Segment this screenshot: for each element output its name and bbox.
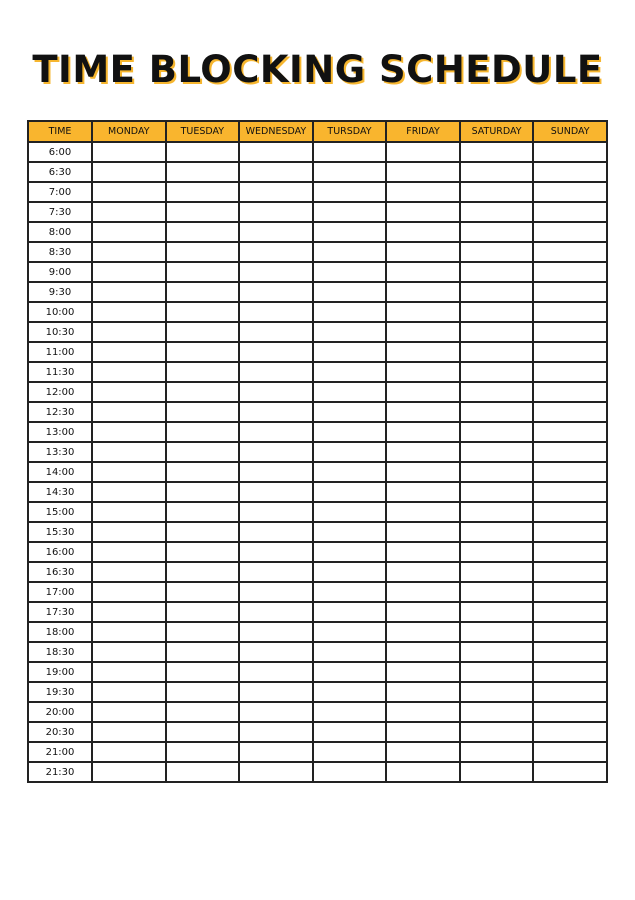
schedule-cell-saturday[interactable] bbox=[460, 642, 534, 662]
schedule-cell-tuesday[interactable] bbox=[166, 522, 240, 542]
schedule-cell-sunday[interactable] bbox=[533, 442, 607, 462]
schedule-cell-friday[interactable] bbox=[386, 362, 460, 382]
schedule-cell-tursday[interactable] bbox=[313, 222, 387, 242]
schedule-cell-tursday[interactable] bbox=[313, 662, 387, 682]
schedule-cell-wednesday[interactable] bbox=[239, 402, 313, 422]
schedule-cell-sunday[interactable] bbox=[533, 522, 607, 542]
schedule-cell-sunday[interactable] bbox=[533, 482, 607, 502]
schedule-cell-sunday[interactable] bbox=[533, 662, 607, 682]
schedule-cell-saturday[interactable] bbox=[460, 542, 534, 562]
time-cell: 18:30 bbox=[28, 642, 92, 662]
schedule-cell-sunday[interactable] bbox=[533, 322, 607, 342]
schedule-cell-tuesday[interactable] bbox=[166, 142, 240, 162]
schedule-cell-wednesday[interactable] bbox=[239, 462, 313, 482]
schedule-cell-wednesday[interactable] bbox=[239, 702, 313, 722]
schedule-cell-monday[interactable] bbox=[92, 542, 166, 562]
schedule-cell-tursday[interactable] bbox=[313, 602, 387, 622]
time-cell: 19:00 bbox=[28, 662, 92, 682]
schedule-cell-wednesday[interactable] bbox=[239, 762, 313, 782]
schedule-cell-saturday[interactable] bbox=[460, 342, 534, 362]
schedule-cell-monday[interactable] bbox=[92, 682, 166, 702]
time-cell: 20:00 bbox=[28, 702, 92, 722]
schedule-cell-tursday[interactable] bbox=[313, 302, 387, 322]
schedule-cell-tursday[interactable] bbox=[313, 642, 387, 662]
schedule-cell-tuesday[interactable] bbox=[166, 202, 240, 222]
time-cell: 16:30 bbox=[28, 562, 92, 582]
table-row bbox=[28, 702, 607, 722]
page-title: TIME BLOCKING SCHEDULE bbox=[32, 48, 603, 91]
schedule-cell-friday[interactable] bbox=[386, 162, 460, 182]
schedule-cell-sunday[interactable] bbox=[533, 462, 607, 482]
time-cell: 19:30 bbox=[28, 682, 92, 702]
schedule-cell-sunday[interactable] bbox=[533, 722, 607, 742]
schedule-cell-tuesday[interactable] bbox=[166, 622, 240, 642]
schedule-cell-wednesday[interactable] bbox=[239, 602, 313, 622]
schedule-cell-friday[interactable] bbox=[386, 762, 460, 782]
time-cell: 21:00 bbox=[28, 742, 92, 762]
schedule-cell-saturday[interactable] bbox=[460, 142, 534, 162]
time-cell: 20:30 bbox=[28, 722, 92, 742]
time-cell: 12:00 bbox=[28, 382, 92, 402]
table-row bbox=[28, 402, 607, 422]
schedule-cell-tuesday[interactable] bbox=[166, 702, 240, 722]
table-row bbox=[28, 502, 607, 522]
time-cell: 10:30 bbox=[28, 322, 92, 342]
schedule-cell-friday[interactable] bbox=[386, 462, 460, 482]
column-header-monday: MONDAY bbox=[92, 121, 166, 142]
table-row bbox=[28, 162, 607, 182]
schedule-cell-tuesday[interactable] bbox=[166, 242, 240, 262]
time-cell: 14:30 bbox=[28, 482, 92, 502]
schedule-cell-monday[interactable] bbox=[92, 162, 166, 182]
schedule-cell-tuesday[interactable] bbox=[166, 602, 240, 622]
time-cell: 7:30 bbox=[28, 202, 92, 222]
schedule-cell-tursday[interactable] bbox=[313, 402, 387, 422]
schedule-cell-wednesday[interactable] bbox=[239, 622, 313, 642]
schedule-cell-tuesday[interactable] bbox=[166, 222, 240, 242]
schedule-cell-monday[interactable] bbox=[92, 342, 166, 362]
schedule-cell-wednesday[interactable] bbox=[239, 562, 313, 582]
schedule-cell-saturday[interactable] bbox=[460, 202, 534, 222]
schedule-cell-wednesday[interactable] bbox=[239, 202, 313, 222]
schedule-cell-monday[interactable] bbox=[92, 242, 166, 262]
schedule-cell-wednesday[interactable] bbox=[239, 382, 313, 402]
schedule-cell-tursday[interactable] bbox=[313, 162, 387, 182]
schedule-cell-saturday[interactable] bbox=[460, 722, 534, 742]
table-row bbox=[28, 362, 607, 382]
table-row bbox=[28, 722, 607, 742]
time-cell: 9:00 bbox=[28, 262, 92, 282]
schedule-cell-wednesday[interactable] bbox=[239, 642, 313, 662]
schedule-cell-sunday[interactable] bbox=[533, 642, 607, 662]
schedule-cell-friday[interactable] bbox=[386, 382, 460, 402]
schedule-cell-tursday[interactable] bbox=[313, 322, 387, 342]
schedule-cell-saturday[interactable] bbox=[460, 282, 534, 302]
schedule-cell-friday[interactable] bbox=[386, 282, 460, 302]
table-row bbox=[28, 562, 607, 582]
schedule-cell-tuesday[interactable] bbox=[166, 382, 240, 402]
table-row bbox=[28, 242, 607, 262]
schedule-cell-saturday[interactable] bbox=[460, 702, 534, 722]
schedule-cell-saturday[interactable] bbox=[460, 422, 534, 442]
schedule-cell-saturday[interactable] bbox=[460, 582, 534, 602]
schedule-cell-tuesday[interactable] bbox=[166, 442, 240, 462]
schedule-cell-wednesday[interactable] bbox=[239, 162, 313, 182]
schedule-cell-saturday[interactable] bbox=[460, 402, 534, 422]
schedule-cell-saturday[interactable] bbox=[460, 762, 534, 782]
schedule-cell-monday[interactable] bbox=[92, 702, 166, 722]
table-row bbox=[28, 602, 607, 622]
schedule-cell-tursday[interactable] bbox=[313, 422, 387, 442]
schedule-cell-friday[interactable] bbox=[386, 562, 460, 582]
schedule-cell-tursday[interactable] bbox=[313, 542, 387, 562]
schedule-cell-tuesday[interactable] bbox=[166, 362, 240, 382]
table-row bbox=[28, 382, 607, 402]
column-header-saturday: SATURDAY bbox=[460, 121, 534, 142]
schedule-cell-tursday[interactable] bbox=[313, 522, 387, 542]
schedule-cell-saturday[interactable] bbox=[460, 262, 534, 282]
schedule-cell-saturday[interactable] bbox=[460, 562, 534, 582]
schedule-cell-monday[interactable] bbox=[92, 442, 166, 462]
schedule-cell-saturday[interactable] bbox=[460, 742, 534, 762]
table-row bbox=[28, 482, 607, 502]
schedule-cell-monday[interactable] bbox=[92, 762, 166, 782]
schedule-cell-tursday[interactable] bbox=[313, 202, 387, 222]
schedule-cell-saturday[interactable] bbox=[460, 502, 534, 522]
schedule-cell-friday[interactable] bbox=[386, 522, 460, 542]
schedule-cell-tursday[interactable] bbox=[313, 182, 387, 202]
header-row bbox=[28, 121, 607, 142]
schedule-cell-saturday[interactable] bbox=[460, 302, 534, 322]
schedule-cell-wednesday[interactable] bbox=[239, 442, 313, 462]
schedule-cell-monday[interactable] bbox=[92, 462, 166, 482]
schedule-cell-wednesday[interactable] bbox=[239, 742, 313, 762]
schedule-cell-tursday[interactable] bbox=[313, 242, 387, 262]
schedule-cell-sunday[interactable] bbox=[533, 702, 607, 722]
time-cell: 16:00 bbox=[28, 542, 92, 562]
schedule-cell-saturday[interactable] bbox=[460, 602, 534, 622]
schedule-cell-tursday[interactable] bbox=[313, 482, 387, 502]
schedule-cell-wednesday[interactable] bbox=[239, 322, 313, 342]
column-header-tursday: TURSDAY bbox=[313, 121, 387, 142]
schedule-cell-friday[interactable] bbox=[386, 422, 460, 442]
time-cell: 15:30 bbox=[28, 522, 92, 542]
table-row bbox=[28, 202, 607, 222]
schedule-cell-friday[interactable] bbox=[386, 342, 460, 362]
schedule-cell-sunday[interactable] bbox=[533, 162, 607, 182]
schedule-cell-saturday[interactable] bbox=[460, 682, 534, 702]
schedule-cell-sunday[interactable] bbox=[533, 562, 607, 582]
table-row bbox=[28, 342, 607, 362]
schedule-cell-saturday[interactable] bbox=[460, 382, 534, 402]
schedule-cell-tuesday[interactable] bbox=[166, 682, 240, 702]
schedule-cell-sunday[interactable] bbox=[533, 602, 607, 622]
schedule-cell-sunday[interactable] bbox=[533, 362, 607, 382]
time-cell: 10:00 bbox=[28, 302, 92, 322]
schedule-cell-monday[interactable] bbox=[92, 582, 166, 602]
schedule-cell-wednesday[interactable] bbox=[239, 142, 313, 162]
schedule-cell-wednesday[interactable] bbox=[239, 222, 313, 242]
schedule-cell-friday[interactable] bbox=[386, 722, 460, 742]
table-row bbox=[28, 142, 607, 162]
schedule-cell-wednesday[interactable] bbox=[239, 282, 313, 302]
schedule-cell-saturday[interactable] bbox=[460, 322, 534, 342]
schedule-cell-monday[interactable] bbox=[92, 502, 166, 522]
schedule-cell-tuesday[interactable] bbox=[166, 502, 240, 522]
schedule-cell-wednesday[interactable] bbox=[239, 682, 313, 702]
schedule-cell-tuesday[interactable] bbox=[166, 182, 240, 202]
schedule-cell-sunday[interactable] bbox=[533, 182, 607, 202]
schedule-cell-sunday[interactable] bbox=[533, 502, 607, 522]
schedule-cell-saturday[interactable] bbox=[460, 162, 534, 182]
schedule-cell-friday[interactable] bbox=[386, 442, 460, 462]
schedule-cell-friday[interactable] bbox=[386, 582, 460, 602]
schedule-cell-friday[interactable] bbox=[386, 262, 460, 282]
schedule-cell-tuesday[interactable] bbox=[166, 642, 240, 662]
schedule-cell-friday[interactable] bbox=[386, 222, 460, 242]
time-cell: 6:30 bbox=[28, 162, 92, 182]
time-cell: 17:30 bbox=[28, 602, 92, 622]
schedule-cell-saturday[interactable] bbox=[460, 182, 534, 202]
schedule-cell-wednesday[interactable] bbox=[239, 182, 313, 202]
schedule-cell-tuesday[interactable] bbox=[166, 582, 240, 602]
table-row bbox=[28, 262, 607, 282]
time-cell: 15:00 bbox=[28, 502, 92, 522]
schedule-cell-friday[interactable] bbox=[386, 542, 460, 562]
time-cell: 7:00 bbox=[28, 182, 92, 202]
table-row bbox=[28, 582, 607, 602]
time-cell: 21:30 bbox=[28, 762, 92, 782]
schedule-cell-friday[interactable] bbox=[386, 482, 460, 502]
schedule-cell-wednesday[interactable] bbox=[239, 422, 313, 442]
table-row bbox=[28, 462, 607, 482]
schedule-cell-tuesday[interactable] bbox=[166, 302, 240, 322]
time-cell: 18:00 bbox=[28, 622, 92, 642]
schedule-cell-saturday[interactable] bbox=[460, 442, 534, 462]
schedule-cell-tuesday[interactable] bbox=[166, 322, 240, 342]
schedule-cell-tuesday[interactable] bbox=[166, 542, 240, 562]
schedule-cell-friday[interactable] bbox=[386, 182, 460, 202]
schedule-cell-monday[interactable] bbox=[92, 302, 166, 322]
schedule-cell-friday[interactable] bbox=[386, 202, 460, 222]
schedule-cell-tuesday[interactable] bbox=[166, 342, 240, 362]
schedule-cell-tursday[interactable] bbox=[313, 142, 387, 162]
schedule-cell-tursday[interactable] bbox=[313, 762, 387, 782]
schedule-cell-tursday[interactable] bbox=[313, 682, 387, 702]
schedule-cell-wednesday[interactable] bbox=[239, 302, 313, 322]
schedule-cell-friday[interactable] bbox=[386, 662, 460, 682]
schedule-cell-saturday[interactable] bbox=[460, 622, 534, 642]
table-row bbox=[28, 282, 607, 302]
schedule-cell-saturday[interactable] bbox=[460, 222, 534, 242]
column-header-sunday: SUNDAY bbox=[533, 121, 607, 142]
schedule-cell-tursday[interactable] bbox=[313, 722, 387, 742]
time-cell: 13:00 bbox=[28, 422, 92, 442]
schedule-cell-wednesday[interactable] bbox=[239, 342, 313, 362]
schedule-cell-sunday[interactable] bbox=[533, 262, 607, 282]
schedule-cell-tursday[interactable] bbox=[313, 382, 387, 402]
schedule-cell-tuesday[interactable] bbox=[166, 162, 240, 182]
schedule-cell-sunday[interactable] bbox=[533, 762, 607, 782]
schedule-cell-friday[interactable] bbox=[386, 242, 460, 262]
schedule-cell-monday[interactable] bbox=[92, 562, 166, 582]
schedule-cell-friday[interactable] bbox=[386, 322, 460, 342]
table-row bbox=[28, 742, 607, 762]
schedule-cell-wednesday[interactable] bbox=[239, 722, 313, 742]
table-row bbox=[28, 422, 607, 442]
schedule-cell-monday[interactable] bbox=[92, 622, 166, 642]
schedule-cell-friday[interactable] bbox=[386, 302, 460, 322]
schedule-cell-sunday[interactable] bbox=[533, 342, 607, 362]
schedule-cell-sunday[interactable] bbox=[533, 222, 607, 242]
schedule-cell-sunday[interactable] bbox=[533, 422, 607, 442]
schedule-cell-saturday[interactable] bbox=[460, 522, 534, 542]
schedule-cell-tursday[interactable] bbox=[313, 262, 387, 282]
schedule-cell-friday[interactable] bbox=[386, 622, 460, 642]
schedule-cell-friday[interactable] bbox=[386, 702, 460, 722]
schedule-cell-sunday[interactable] bbox=[533, 242, 607, 262]
schedule-cell-tursday[interactable] bbox=[313, 342, 387, 362]
schedule-cell-wednesday[interactable] bbox=[239, 582, 313, 602]
schedule-cell-tursday[interactable] bbox=[313, 622, 387, 642]
schedule-cell-tuesday[interactable] bbox=[166, 762, 240, 782]
schedule-cell-friday[interactable] bbox=[386, 142, 460, 162]
schedule-cell-tuesday[interactable] bbox=[166, 482, 240, 502]
table-row bbox=[28, 682, 607, 702]
schedule-cell-wednesday[interactable] bbox=[239, 542, 313, 562]
time-cell: 12:30 bbox=[28, 402, 92, 422]
schedule-cell-monday[interactable] bbox=[92, 742, 166, 762]
table-row bbox=[28, 642, 607, 662]
schedule-cell-tuesday[interactable] bbox=[166, 462, 240, 482]
schedule-cell-tuesday[interactable] bbox=[166, 722, 240, 742]
schedule-cell-wednesday[interactable] bbox=[239, 482, 313, 502]
column-header-time: TIME bbox=[28, 121, 92, 142]
schedule-cell-monday[interactable] bbox=[92, 262, 166, 282]
schedule-cell-monday[interactable] bbox=[92, 142, 166, 162]
schedule-cell-monday[interactable] bbox=[92, 222, 166, 242]
schedule-cell-monday[interactable] bbox=[92, 642, 166, 662]
time-cell: 9:30 bbox=[28, 282, 92, 302]
schedule-cell-tursday[interactable] bbox=[313, 442, 387, 462]
table-row bbox=[28, 222, 607, 242]
table-row bbox=[28, 662, 607, 682]
schedule-cell-sunday[interactable] bbox=[533, 682, 607, 702]
schedule-cell-tursday[interactable] bbox=[313, 462, 387, 482]
schedule-cell-monday[interactable] bbox=[92, 282, 166, 302]
time-cell: 6:00 bbox=[28, 142, 92, 162]
schedule-cell-friday[interactable] bbox=[386, 742, 460, 762]
table-row bbox=[28, 442, 607, 462]
schedule-cell-sunday[interactable] bbox=[533, 282, 607, 302]
table-row bbox=[28, 302, 607, 322]
schedule-cell-monday[interactable] bbox=[92, 322, 166, 342]
table-row bbox=[28, 322, 607, 342]
schedule-cell-friday[interactable] bbox=[386, 502, 460, 522]
schedule-cell-monday[interactable] bbox=[92, 722, 166, 742]
schedule-cell-saturday[interactable] bbox=[460, 242, 534, 262]
schedule-cell-saturday[interactable] bbox=[460, 362, 534, 382]
time-cell: 8:00 bbox=[28, 222, 92, 242]
schedule-cell-wednesday[interactable] bbox=[239, 662, 313, 682]
schedule-cell-saturday[interactable] bbox=[460, 482, 534, 502]
schedule-cell-sunday[interactable] bbox=[533, 202, 607, 222]
schedule-cell-friday[interactable] bbox=[386, 642, 460, 662]
schedule-cell-sunday[interactable] bbox=[533, 582, 607, 602]
schedule-cell-tursday[interactable] bbox=[313, 562, 387, 582]
schedule-cell-tursday[interactable] bbox=[313, 362, 387, 382]
table-row bbox=[28, 542, 607, 562]
schedule-cell-tursday[interactable] bbox=[313, 742, 387, 762]
time-cell: 11:30 bbox=[28, 362, 92, 382]
schedule-cell-monday[interactable] bbox=[92, 182, 166, 202]
time-cell: 11:00 bbox=[28, 342, 92, 362]
schedule-cell-wednesday[interactable] bbox=[239, 262, 313, 282]
schedule-cell-tursday[interactable] bbox=[313, 582, 387, 602]
schedule-cell-tursday[interactable] bbox=[313, 702, 387, 722]
schedule-cell-monday[interactable] bbox=[92, 422, 166, 442]
schedule-cell-tuesday[interactable] bbox=[166, 742, 240, 762]
schedule-cell-wednesday[interactable] bbox=[239, 522, 313, 542]
column-header-wednesday: WEDNESDAY bbox=[239, 121, 313, 142]
schedule-cell-monday[interactable] bbox=[92, 382, 166, 402]
schedule-cell-sunday[interactable] bbox=[533, 142, 607, 162]
schedule-cell-sunday[interactable] bbox=[533, 382, 607, 402]
table-row bbox=[28, 182, 607, 202]
schedule-cell-tursday[interactable] bbox=[313, 502, 387, 522]
schedule-cell-sunday[interactable] bbox=[533, 622, 607, 642]
time-cell: 8:30 bbox=[28, 242, 92, 262]
schedule-cell-tuesday[interactable] bbox=[166, 402, 240, 422]
schedule-cell-monday[interactable] bbox=[92, 522, 166, 542]
time-cell: 13:30 bbox=[28, 442, 92, 462]
column-header-friday: FRIDAY bbox=[386, 121, 460, 142]
schedule-cell-wednesday[interactable] bbox=[239, 362, 313, 382]
schedule-cell-wednesday[interactable] bbox=[239, 502, 313, 522]
schedule-cell-saturday[interactable] bbox=[460, 462, 534, 482]
schedule-cell-sunday[interactable] bbox=[533, 542, 607, 562]
schedule-cell-tuesday[interactable] bbox=[166, 262, 240, 282]
schedule-cell-friday[interactable] bbox=[386, 402, 460, 422]
column-header-tuesday: TUESDAY bbox=[166, 121, 240, 142]
schedule-cell-monday[interactable] bbox=[92, 402, 166, 422]
schedule-cell-friday[interactable] bbox=[386, 682, 460, 702]
schedule-cell-sunday[interactable] bbox=[533, 302, 607, 322]
schedule-cell-monday[interactable] bbox=[92, 602, 166, 622]
schedule-cell-sunday[interactable] bbox=[533, 742, 607, 762]
time-cell: 17:00 bbox=[28, 582, 92, 602]
schedule-cell-tuesday[interactable] bbox=[166, 662, 240, 682]
table-row bbox=[28, 522, 607, 542]
schedule-cell-monday[interactable] bbox=[92, 362, 166, 382]
schedule-cell-tuesday[interactable] bbox=[166, 422, 240, 442]
schedule-cell-monday[interactable] bbox=[92, 482, 166, 502]
table-row bbox=[28, 622, 607, 642]
schedule-cell-tuesday[interactable] bbox=[166, 562, 240, 582]
schedule-cell-monday[interactable] bbox=[92, 662, 166, 682]
schedule-table bbox=[27, 120, 608, 783]
time-cell: 14:00 bbox=[28, 462, 92, 482]
schedule-cell-monday[interactable] bbox=[92, 202, 166, 222]
schedule-cell-friday[interactable] bbox=[386, 602, 460, 622]
schedule-cell-saturday[interactable] bbox=[460, 662, 534, 682]
schedule-cell-sunday[interactable] bbox=[533, 402, 607, 422]
schedule-cell-wednesday[interactable] bbox=[239, 242, 313, 262]
schedule-cell-tursday[interactable] bbox=[313, 282, 387, 302]
schedule-cell-tuesday[interactable] bbox=[166, 282, 240, 302]
table-row bbox=[28, 762, 607, 782]
